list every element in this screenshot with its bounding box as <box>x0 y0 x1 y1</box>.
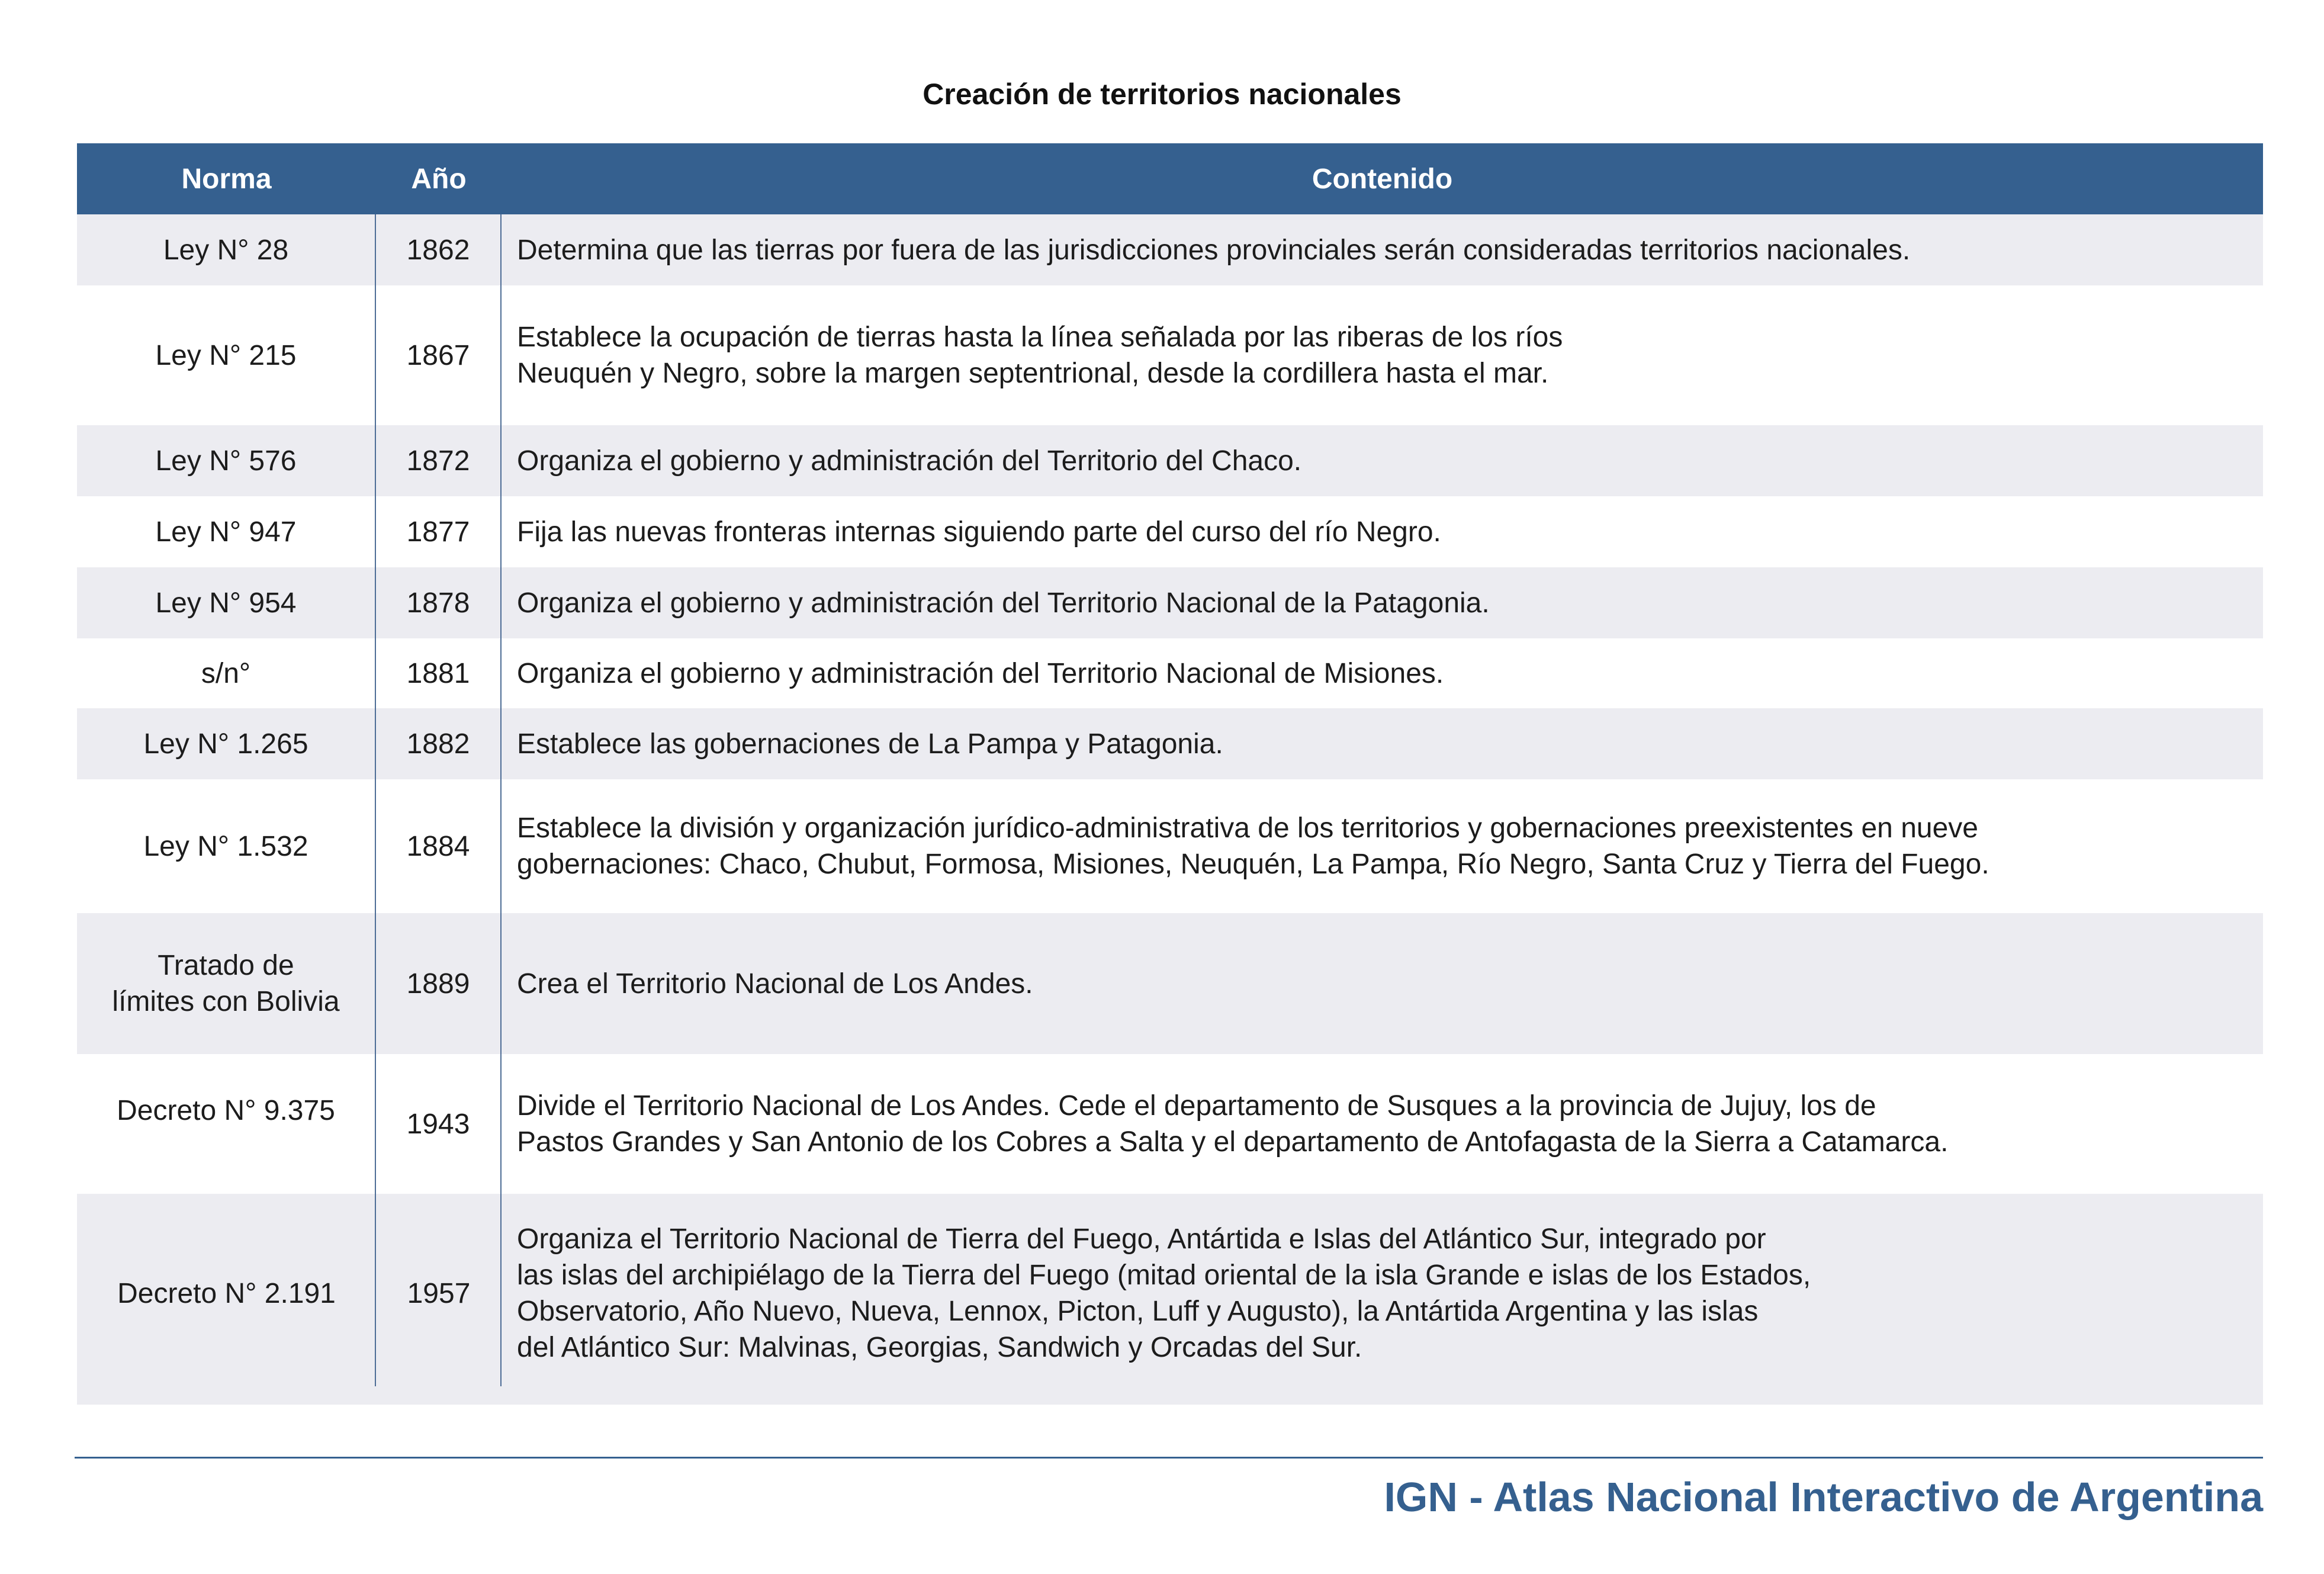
table-row <box>77 496 2263 567</box>
cell-norma: Ley N° 954 <box>77 567 376 638</box>
cell-anio: 1882 <box>376 708 502 779</box>
footer-divider <box>75 1457 2263 1459</box>
cell-anio: 1867 <box>376 285 502 425</box>
column-divider <box>375 1194 376 1386</box>
table-row <box>77 708 2263 779</box>
cell-norma: Ley N° 947 <box>77 496 376 567</box>
header-anio: Año <box>411 163 467 195</box>
header-norma: Norma <box>181 163 272 195</box>
cell-anio: 1889 <box>376 913 502 1054</box>
footer-credit: IGN - Atlas Nacional Interactivo de Argentina <box>1384 1474 2263 1520</box>
table-row <box>77 214 2263 285</box>
cell-norma: Ley N° 1.265 <box>77 708 376 779</box>
cell-contenido: Organiza el gobierno y administración del Territorio Nacional de Misiones. <box>517 657 1444 689</box>
cell-contenido: Determina que las tierras por fuera de las jurisdicciones provinciales serán consideradas territorios nacionales. <box>517 234 1911 266</box>
table-row <box>77 425 2263 496</box>
cell-anio: 1877 <box>376 496 502 567</box>
table-header <box>77 143 2263 214</box>
cell-norma: Decreto N° 2.191 <box>117 1277 336 1309</box>
cell-anio: 1881 <box>376 638 502 708</box>
cell-norma: Ley N° 28 <box>77 214 376 285</box>
cell-norma: Decreto N° 9.375 <box>77 1054 376 1194</box>
table-row <box>77 779 2263 913</box>
table-row <box>77 567 2263 638</box>
cell-contenido: Organiza el gobierno y administración del Territorio Nacional de la Patagonia. <box>517 587 1490 619</box>
cell-norma: Ley N° 576 <box>77 425 376 496</box>
cell-anio: 1957 <box>407 1277 471 1309</box>
cell-contenido: Organiza el gobierno y administración del Territorio del Chaco. <box>517 445 1302 477</box>
cell-anio: 1884 <box>376 779 502 913</box>
cell-anio: 1878 <box>376 567 502 638</box>
cell-norma: Ley N° 1.532 <box>77 779 376 913</box>
cell-anio: 1862 <box>376 214 502 285</box>
cell-anio: 1872 <box>376 425 502 496</box>
table-title: Creación de territorios nacionales <box>922 78 1402 111</box>
cell-norma: Ley N° 215 <box>77 285 376 425</box>
cell-norma: Tratado de límites con Bolivia <box>77 913 376 1054</box>
cell-norma: s/n° <box>77 638 376 708</box>
cell-contenido: Establece las gobernaciones de La Pampa y Patagonia. <box>517 728 1223 760</box>
table-row <box>77 1194 2263 1405</box>
cell-contenido: Establece la ocupación de tierras hasta la línea señalada por las riberas de los ríos Neuquén y Negro, sobre la margen septentrional, desde la cordillera hasta el mar. <box>517 322 1563 389</box>
table-row <box>77 913 2263 1054</box>
territories-table <box>77 143 2263 1405</box>
header-contenido: Contenido <box>1312 163 1453 195</box>
cell-contenido: Divide el Territorio Nacional de Los Andes. Cede el departamento de Susques a la provincia de Jujuy, los de Pastos Grandes y San Antonio de los Cobres a Salta y el departamento de Antofagasta de la Sierra a Catamarca. <box>517 1090 1949 1158</box>
cell-anio: 1943 <box>376 1054 502 1194</box>
table-row <box>77 1054 2263 1194</box>
table-row <box>77 638 2263 708</box>
cell-contenido: Crea el Territorio Nacional de Los Andes. <box>517 968 1033 1000</box>
table-row <box>77 285 2263 425</box>
cell-contenido: Fija las nuevas fronteras internas siguiendo parte del curso del río Negro. <box>517 516 1441 548</box>
cell-contenido: Establece la división y organización jurídico-administrativa de los territorios y gobernaciones preexistentes en nueve gobernaciones: Chaco, Chubut, Formosa, Misiones, Neuquén, La Pampa, Río Negro, Santa Cruz y Tierra del Fuego. <box>517 812 1989 880</box>
column-divider <box>500 1194 502 1386</box>
cell-contenido: Organiza el Territorio Nacional de Tierra del Fuego, Antártida e Islas del Atlántico Sur, integrado por las islas del archipiélago de la Tierra del Fuego (mitad oriental de la isla Grande e islas de los Estados, Observatorio, Año Nuevo, Nueva, Lennox, Picton, Luff y Augusto), la Antártida Argentina y las islas del Atlántico Sur: Malvinas, Georgias, Sandwich y Orcadas del Sur. <box>517 1223 1811 1363</box>
